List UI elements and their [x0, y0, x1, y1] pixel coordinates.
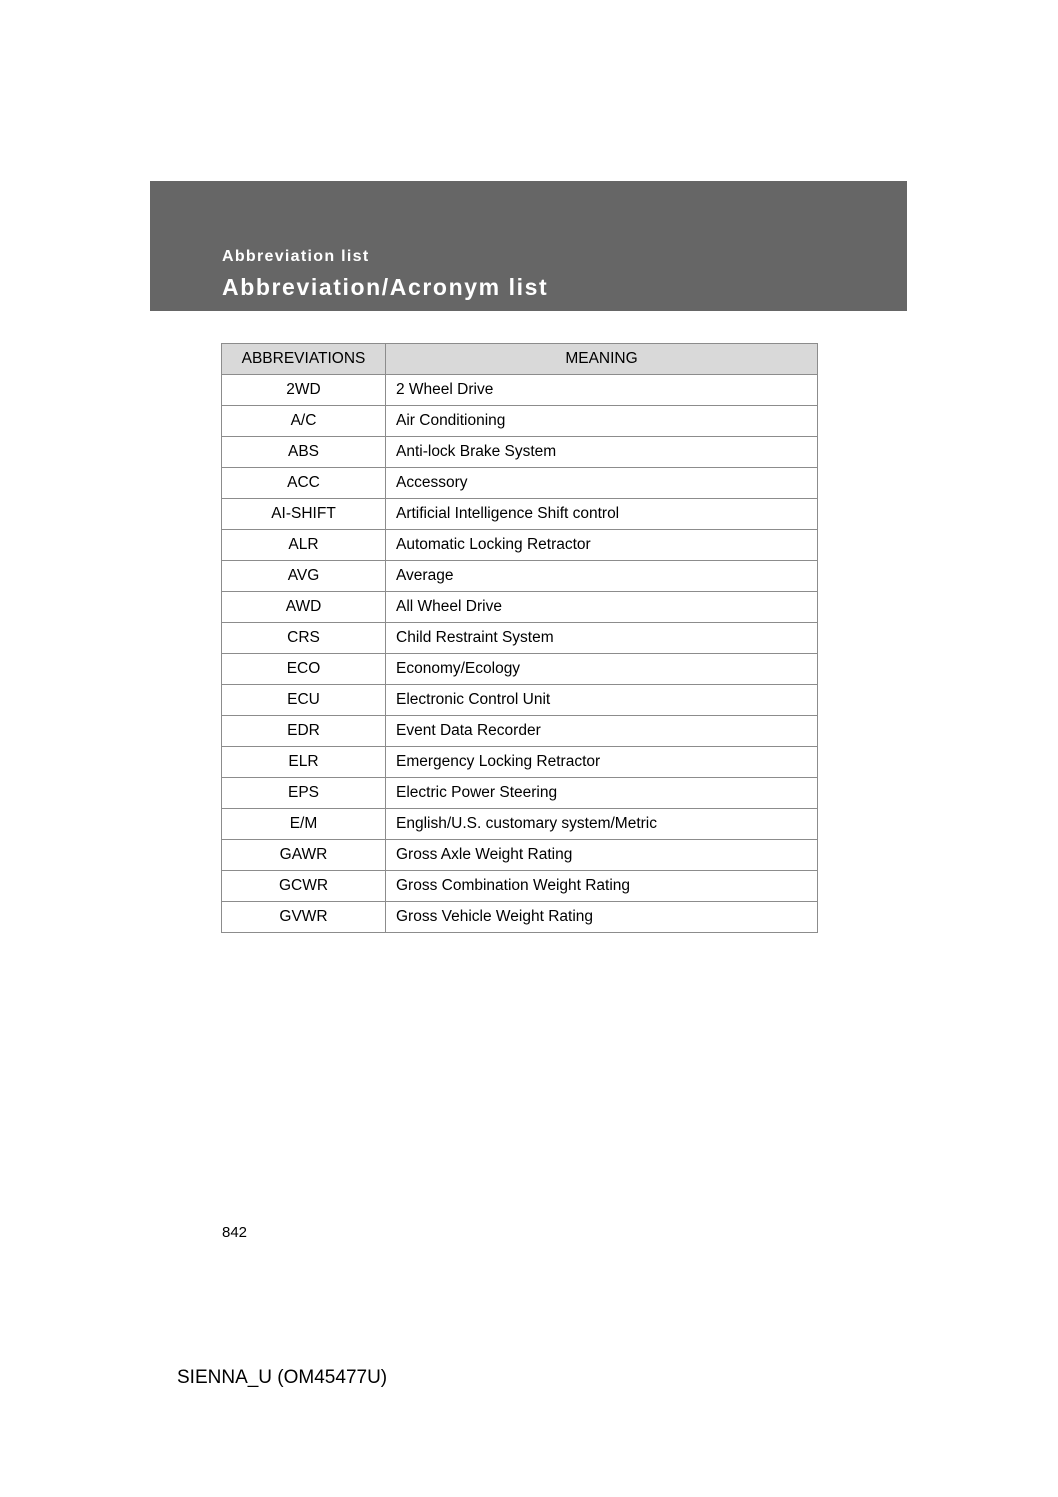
table-row — [222, 406, 818, 437]
table-row — [222, 840, 818, 871]
table-row — [222, 530, 818, 561]
table-row — [222, 623, 818, 654]
meaning-cell: Accessory — [386, 468, 818, 499]
abbreviation-cell: GCWR — [222, 871, 386, 902]
table-header-row — [222, 344, 818, 375]
meaning-cell: Economy/Ecology — [386, 654, 818, 685]
table-row — [222, 592, 818, 623]
meaning-cell: Electric Power Steering — [386, 778, 818, 809]
abbreviation-cell: AVG — [222, 561, 386, 592]
abbreviation-cell: ALR — [222, 530, 386, 561]
header-band — [150, 181, 907, 311]
abbreviation-cell: ACC — [222, 468, 386, 499]
table-row — [222, 902, 818, 933]
table-row — [222, 437, 818, 468]
abbreviation-cell: ELR — [222, 747, 386, 778]
abbreviation-cell: CRS — [222, 623, 386, 654]
table-row — [222, 468, 818, 499]
table-row — [222, 747, 818, 778]
abbreviation-cell: 2WD — [222, 375, 386, 406]
table-row — [222, 809, 818, 840]
meaning-cell: Child Restraint System — [386, 623, 818, 654]
meaning-cell: Event Data Recorder — [386, 716, 818, 747]
abbreviation-cell: AWD — [222, 592, 386, 623]
meaning-cell: Automatic Locking Retractor — [386, 530, 818, 561]
abbreviation-cell: GAWR — [222, 840, 386, 871]
table-row — [222, 654, 818, 685]
table-row — [222, 375, 818, 406]
meaning-cell: Average — [386, 561, 818, 592]
meaning-cell: Artificial Intelligence Shift control — [386, 499, 818, 530]
meaning-cell: English/U.S. customary system/Metric — [386, 809, 818, 840]
abbreviation-cell: ABS — [222, 437, 386, 468]
abbreviation-cell: GVWR — [222, 902, 386, 933]
table-row — [222, 778, 818, 809]
table-row — [222, 561, 818, 592]
abbreviation-cell: ECO — [222, 654, 386, 685]
page-title: Abbreviation/Acronym list — [222, 274, 549, 300]
section-label: Abbreviation list — [222, 248, 370, 265]
table-row — [222, 499, 818, 530]
meaning-cell: Electronic Control Unit — [386, 685, 818, 716]
abbreviation-table — [221, 343, 818, 933]
table-row — [222, 871, 818, 902]
meaning-cell: Gross Axle Weight Rating — [386, 840, 818, 871]
meaning-cell: Emergency Locking Retractor — [386, 747, 818, 778]
column-header-meaning: MEANING — [386, 344, 818, 375]
meaning-cell: Gross Vehicle Weight Rating — [386, 902, 818, 933]
document-code: SIENNA_U (OM45477U) — [177, 1367, 388, 1388]
column-header-abbreviations: ABBREVIATIONS — [222, 344, 386, 375]
table-row — [222, 716, 818, 747]
abbreviation-cell: E/M — [222, 809, 386, 840]
abbreviation-cell: AI-SHIFT — [222, 499, 386, 530]
meaning-cell: All Wheel Drive — [386, 592, 818, 623]
table-row — [222, 685, 818, 716]
meaning-cell: Anti-lock Brake System — [386, 437, 818, 468]
abbreviation-cell: ECU — [222, 685, 386, 716]
abbreviation-cell: EDR — [222, 716, 386, 747]
page-number: 842 — [222, 1224, 248, 1241]
meaning-cell: 2 Wheel Drive — [386, 375, 818, 406]
abbreviation-cell: EPS — [222, 778, 386, 809]
meaning-cell: Air Conditioning — [386, 406, 818, 437]
abbreviation-cell: A/C — [222, 406, 386, 437]
meaning-cell: Gross Combination Weight Rating — [386, 871, 818, 902]
